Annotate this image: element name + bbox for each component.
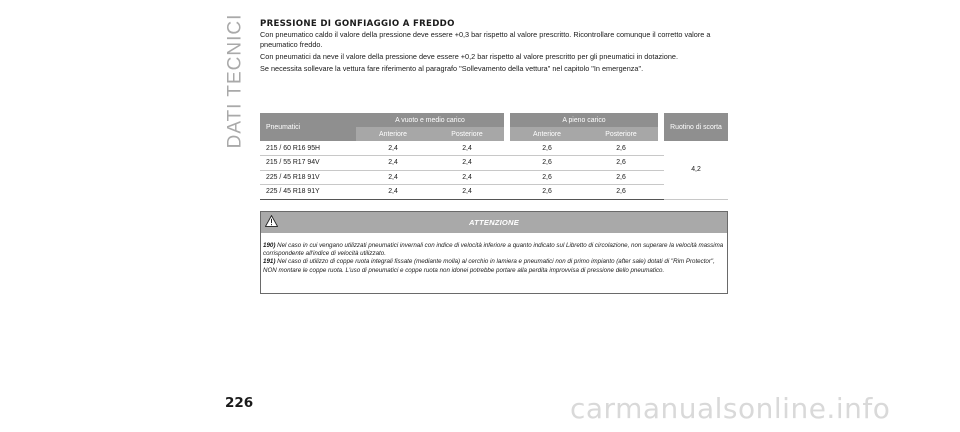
warning-title: ATTENZIONE <box>469 218 519 227</box>
table-row <box>260 170 728 185</box>
pressure-cell: 2,6 <box>584 156 658 171</box>
table-row <box>260 185 728 200</box>
pressure-cell: 2,4 <box>356 141 430 156</box>
pressure-cell: 2,4 <box>430 156 504 171</box>
subheader-front: Anteriore <box>356 127 430 141</box>
tyre-size-cell: 215 / 60 R16 95H <box>260 141 356 156</box>
pressure-cell: 2,4 <box>356 185 430 200</box>
tyre-size-cell: 215 / 55 R17 94V <box>260 156 356 171</box>
page-number: 226 <box>225 395 254 411</box>
spare-pressure-cell: 4,2 <box>664 141 728 199</box>
pressure-cell: 2,6 <box>510 185 584 200</box>
subheader-rear: Posteriore <box>584 127 658 141</box>
pressure-cell: 2,6 <box>510 141 584 156</box>
warning-note <box>263 242 725 258</box>
pressure-cell: 2,6 <box>584 185 658 200</box>
subheader-rear: Posteriore <box>430 127 504 141</box>
tyre-pressure-table <box>260 113 728 200</box>
pressure-cell: 2,4 <box>430 170 504 185</box>
pressure-cell: 2,4 <box>356 170 430 185</box>
warning-triangle-icon <box>265 215 278 227</box>
warning-body <box>261 233 727 275</box>
warning-header <box>261 212 727 233</box>
note-text: Nel caso in cui vengano utilizzati pneumatici invernali con indice di velocità inferiore a quanto indicato sul Libretto di circolazione, non superare la velocità massima corrispondente all'indice di velocità utilizzato. <box>263 242 724 258</box>
section-side-tab-label: DATI TECNICI <box>224 13 245 149</box>
pressure-cell: 2,4 <box>430 185 504 200</box>
column-header-spare: Ruotino di scorta <box>664 113 728 141</box>
pressure-cell: 2,6 <box>510 156 584 171</box>
subheader-front: Anteriore <box>510 127 584 141</box>
pressure-cell: 2,6 <box>510 170 584 185</box>
table-row <box>260 141 728 156</box>
warning-note <box>263 258 725 274</box>
group-header-full-load: A pieno carico <box>510 113 658 127</box>
note-text: Nel caso di utilizzo di coppe ruota integrali fissate (mediante molla) al cerchio in lamiera e pneumatici non di primo impianto (after sale) dotati di "Rim Protector", NON montare le coppe ruota. L'uso di pneumatici e coppe ruota non idonei potrebbe portare alla perdita improvvisa di pressione dello pneumatico. <box>263 258 715 274</box>
paragraph: Con pneumatici da neve il valore della pressione deve essere +0,2 bar rispetto al valore prescritto per gli pneumatici in dotazione. <box>260 52 678 62</box>
pressure-cell: 2,6 <box>584 141 658 156</box>
paragraph: Se necessita sollevare la vettura fare riferimento al paragrafo "Sollevamento della vettura" nel capitolo "In emergenza". <box>260 63 644 73</box>
table-row <box>260 156 728 171</box>
paragraph: Con pneumatico caldo il valore della pressione deve essere +0,3 bar rispetto al valore prescritto. Ricontrollare comunque il corretto valore a pneumatico freddo. <box>260 30 711 50</box>
column-header-pneumatici: Pneumatici <box>260 113 356 141</box>
tyre-size-cell: 225 / 45 R18 91Y <box>260 185 356 200</box>
main-content <box>260 19 728 74</box>
group-header-empty-load: A vuoto e medio carico <box>356 113 504 127</box>
pressure-cell: 2,6 <box>584 170 658 185</box>
warning-box <box>260 211 728 294</box>
section-heading: PRESSIONE DI GONFIAGGIO A FREDDO <box>260 19 455 29</box>
note-number: 190) <box>263 242 276 249</box>
tyre-size-cell: 225 / 45 R18 91V <box>260 170 356 185</box>
watermark: carmanualsonline.info <box>570 392 891 425</box>
pressure-cell: 2,4 <box>430 141 504 156</box>
section-side-tab <box>224 13 245 149</box>
note-number: 191) <box>263 258 276 266</box>
pressure-cell: 2,4 <box>356 156 430 171</box>
